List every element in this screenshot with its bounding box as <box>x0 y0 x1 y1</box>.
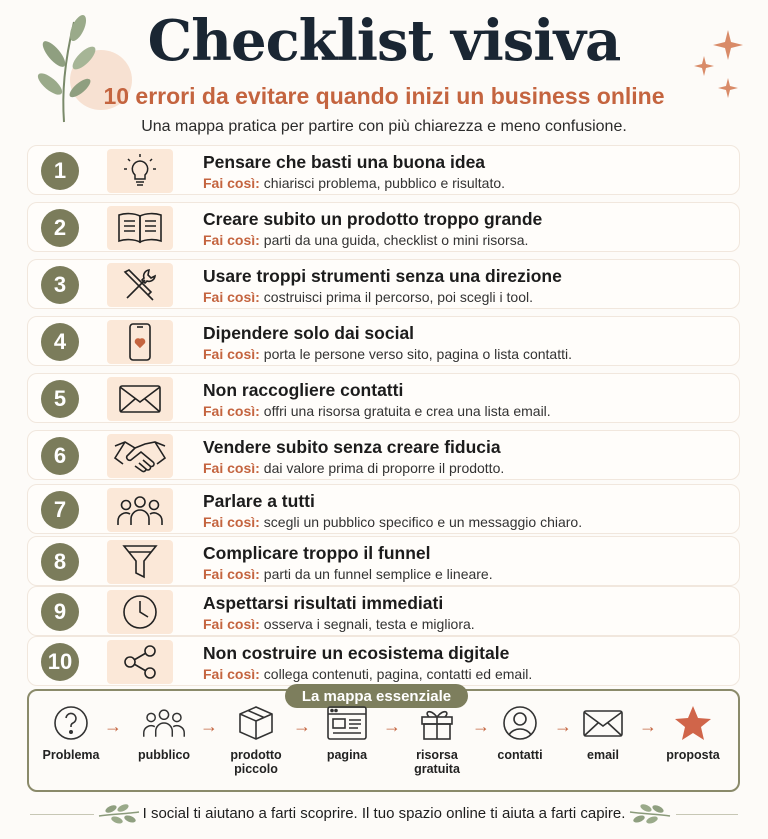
fix-text: porta le persone verso sito, pagina o lista contatti. <box>263 346 572 362</box>
item-title: Aspettarsi risultati immediati <box>203 593 444 613</box>
map-step-label: Problema <box>42 748 100 762</box>
fix-text: chiarisci problema, pubblico e risultato. <box>263 175 506 191</box>
item-number: 2 <box>41 209 79 247</box>
item-title: Vendere subito senza creare fiducia <box>203 437 501 457</box>
item-title: Pensare che basti una buona idea <box>203 152 486 172</box>
fix-label: Fai così: <box>203 514 260 530</box>
map-step-label: proposta <box>666 748 720 762</box>
map-title: La mappa essenziale <box>285 684 468 708</box>
list-item <box>27 536 740 586</box>
share-icon <box>107 640 173 684</box>
list-item <box>27 259 740 309</box>
fix-label: Fai così: <box>203 616 260 632</box>
map-step-label: prodotto piccolo <box>230 748 282 776</box>
fix-label: Fai così: <box>203 232 260 248</box>
user-icon <box>501 704 539 742</box>
map-step-label: pagina <box>326 748 368 762</box>
list-item <box>27 373 740 423</box>
map-step-label: risorsa gratuita <box>414 748 460 776</box>
map-step <box>302 704 392 762</box>
lightbulb-icon <box>107 149 173 193</box>
people-icon <box>107 488 173 532</box>
fix-label: Fai così: <box>203 666 260 682</box>
handshake-icon <box>107 434 173 478</box>
fix-text: parti da una guida, checklist o mini risorsa. <box>263 232 529 248</box>
list-item <box>27 484 740 534</box>
arrow-right-icon: → <box>472 716 490 736</box>
fix-text: parti da un funnel semplice e lineare. <box>263 566 493 582</box>
map-step-label: pubblico <box>137 748 191 762</box>
divider <box>676 814 738 815</box>
envelope-icon <box>107 377 173 421</box>
fix-label: Fai così: <box>203 460 260 476</box>
list-item <box>27 202 740 252</box>
item-title: Usare troppi strumenti senza una direzione <box>203 266 562 286</box>
arrow-right-icon: → <box>200 716 218 736</box>
arrow-right-icon: → <box>293 716 311 736</box>
webpage-icon <box>326 704 368 742</box>
item-number: 6 <box>41 437 79 475</box>
footer-text: I social ti aiutano a farti scoprire. Il tuo spazio online ti aiuta a farti capire. <box>142 805 626 822</box>
question-icon <box>52 704 90 742</box>
footer <box>0 802 768 826</box>
item-number: 5 <box>41 380 79 418</box>
open-book-icon <box>107 206 173 250</box>
fix-label: Fai così: <box>203 566 260 582</box>
phone-heart-icon <box>107 320 173 364</box>
item-title: Dipendere solo dai social <box>203 323 415 343</box>
item-title: Parlare a tutti <box>203 491 315 511</box>
item-title: Creare subito un prodotto troppo grande <box>203 209 543 229</box>
gift-icon <box>418 704 456 742</box>
fix-text: collega contenuti, pagina, contatti ed email. <box>263 666 533 682</box>
box-icon <box>237 704 275 742</box>
item-title: Complicare troppo il funnel <box>203 543 431 563</box>
item-number: 7 <box>41 491 79 529</box>
list-item <box>27 430 740 480</box>
funnel-icon <box>107 540 173 584</box>
fix-text: osserva i segnali, testa e migliora. <box>263 616 475 632</box>
item-number: 10 <box>41 643 79 681</box>
item-number: 9 <box>41 593 79 631</box>
tools-icon <box>107 263 173 307</box>
item-title: Non costruire un ecosistema digitale <box>203 643 510 663</box>
clock-icon <box>107 590 173 634</box>
map-step-label: email <box>587 748 619 762</box>
fix-text: dai valore prima di proporre il prodotto. <box>263 460 505 476</box>
leaf-sprig-icon <box>628 802 672 826</box>
map-step <box>648 704 738 762</box>
arrow-right-icon: → <box>104 716 122 736</box>
map-step <box>558 704 648 762</box>
page-title: Checklist visiva <box>147 8 621 74</box>
map-step <box>119 704 209 762</box>
map-step <box>392 704 482 776</box>
envelope-icon <box>582 704 624 742</box>
fix-label: Fai così: <box>203 403 260 419</box>
arrow-right-icon: → <box>639 716 657 736</box>
map-step <box>475 704 565 762</box>
map-step-label: contatti <box>497 748 543 762</box>
arrow-right-icon: → <box>554 716 572 736</box>
list-item <box>27 316 740 366</box>
fix-text: costruisci prima il percorso, poi scegli i tool. <box>263 289 534 305</box>
list-item <box>27 145 740 195</box>
star-icon <box>673 704 713 742</box>
fix-label: Fai così: <box>203 289 260 305</box>
arrow-right-icon: → <box>383 716 401 736</box>
list-item <box>27 636 740 686</box>
item-number: 8 <box>41 543 79 581</box>
page-subtitle: 10 errori da evitare quando inizi un business online <box>103 83 665 109</box>
item-number: 4 <box>41 323 79 361</box>
page-tagline: Una mappa pratica per partire con più chiarezza e meno confusione. <box>141 118 627 135</box>
header <box>0 0 768 145</box>
item-number: 3 <box>41 266 79 304</box>
map-step <box>211 704 301 776</box>
fix-text: offri una risorsa gratuita e crea una lista email. <box>263 403 551 419</box>
list-item <box>27 586 740 636</box>
fix-label: Fai così: <box>203 346 260 362</box>
fix-label: Fai così: <box>203 175 260 191</box>
item-title: Non raccogliere contatti <box>203 380 404 400</box>
fix-text: scegli un pubblico specifico e un messaggio chiaro. <box>263 514 583 530</box>
item-number: 1 <box>41 152 79 190</box>
people-icon <box>141 704 187 742</box>
map-step <box>26 704 116 762</box>
